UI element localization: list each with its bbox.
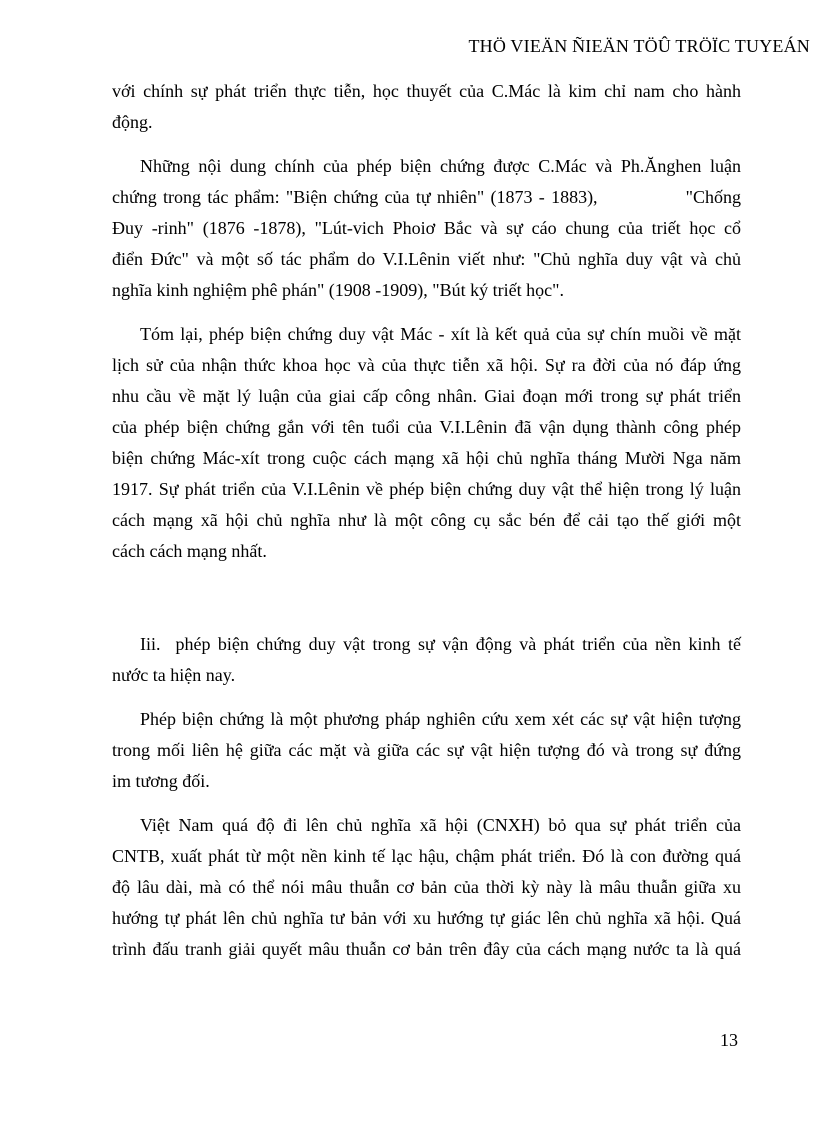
paragraph-definition <box>112 704 741 797</box>
text-line: trong mối liên hệ giữa các mặt và giữa các sự vật hiện tượng đó và trong sự đứng <box>112 740 741 760</box>
text-line: Tóm lại, phép biện chứng duy vật Mác - xít là kết quả của sự chín muồi về mặt <box>140 324 741 344</box>
text-line: Những nội dung chính của phép biện chứng được C.Mác và Ph.Ănghen luận <box>140 156 741 176</box>
text-line: im tương đối. <box>112 771 210 791</box>
running-header: THÖ VIEÄN ÑIEÄN TÖÛ TRÖÏC TUYEÁN <box>468 36 810 56</box>
document-body <box>112 76 741 965</box>
text-line: chứng trong tác phẩm: "Biện chứng của tự nhiên" (1873 - 1883), "Chống <box>112 187 741 207</box>
text-line: trình đấu tranh giải quyết mâu thuẫn cơ bản trên đây của cách mạng nước ta là quá <box>112 939 741 959</box>
text-line: Iii. phép biện chứng duy vật trong sự vận động và phát triển của nền kinh tế <box>140 634 741 654</box>
text-line: động. <box>112 112 153 132</box>
section-heading <box>112 629 741 691</box>
text-line: nước ta hiện nay. <box>112 665 236 685</box>
text-line: điển Đức" và một số tác phẩm do V.I.Lênin viết như: "Chủ nghĩa duy vật và chủ <box>112 249 741 269</box>
paragraph-dialectics-works <box>112 151 741 306</box>
paragraph-summary <box>112 319 741 567</box>
text-line: Đuy -rinh" (1876 -1878), "Lút-vich Phoiơ Bắc và sự cáo chung của triết học cổ <box>112 218 741 238</box>
text-line: 1917. Sự phát triển của V.I.Lênin về phép biện chứng duy vật thể hiện trong lý luận <box>112 479 741 499</box>
page-number: 13 <box>720 1030 738 1050</box>
text-line: cách mạng xã hội chủ nghĩa như là một công cụ sắc bén để cải tạo thế giới một <box>112 510 741 530</box>
text-line: với chính sự phát triển thực tiễn, học thuyết của C.Mác là kim chỉ nam cho hành <box>112 81 741 101</box>
text-line: lịch sử của nhận thức khoa học và của thực tiễn xã hội. Sự ra đời của nó đáp ứng <box>112 355 741 375</box>
paragraph-continuation <box>112 76 741 138</box>
text-line: CNTB, xuất phát từ một nền kinh tế lạc hậu, chậm phát triển. Đó là con đường quá <box>112 846 741 866</box>
text-line: nhu cầu về mặt lý luận của giai cấp công nhân. Giai đoạn mới trong sự phát triển <box>112 386 741 406</box>
section-spacer <box>112 567 741 629</box>
text-line: biện chứng Mác-xít trong cuộc cách mạng xã hội chủ nghĩa tháng Mười Nga năm <box>112 448 741 468</box>
text-line: Phép biện chứng là một phương pháp nghiên cứu xem xét các sự vật hiện tượng <box>140 709 741 729</box>
paragraph-vietnam-transition <box>112 810 741 965</box>
text-line: cách cách mạng nhất. <box>112 541 267 561</box>
text-line: độ lâu dài, mà có thể nói mâu thuẫn cơ bản của thời kỳ này là mâu thuẫn giữa xu <box>112 877 741 897</box>
text-line: Việt Nam quá độ đi lên chủ nghĩa xã hội (CNXH) bỏ qua sự phát triển của <box>140 815 741 835</box>
text-line: nghĩa kinh nghiệm phê phán" (1908 -1909), "Bút ký triết học". <box>112 280 564 300</box>
text-line: hướng tự phát lên chủ nghĩa tư bản với xu hướng tự giác lên chủ nghĩa xã hội. Quá <box>112 908 741 928</box>
text-line: của phép biện chứng gắn với tên tuổi của V.I.Lênin đã vận dụng thành công phép <box>112 417 741 437</box>
